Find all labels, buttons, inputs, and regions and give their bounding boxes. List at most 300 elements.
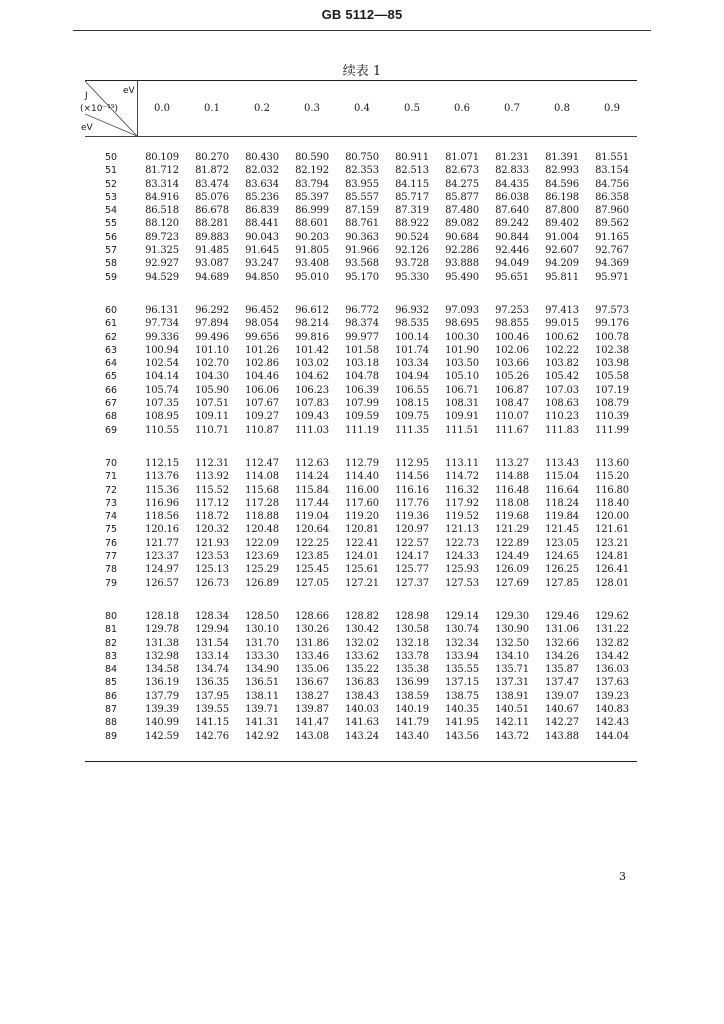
ev-value-cell: 117.44 (295, 497, 329, 509)
ev-value-cell: 108.79 (595, 398, 629, 410)
ev-value-cell: 134.10 (495, 650, 529, 662)
ev-value-cell: 102.22 (545, 344, 579, 356)
ev-value-cell: 138.59 (395, 690, 429, 702)
ev-value-cell: 104.94 (395, 371, 429, 383)
conversion-table (80, 80, 637, 762)
ev-value-cell: 95.330 (395, 271, 429, 283)
j-value-cell: 55 (104, 218, 118, 230)
j-value-cell: 85 (104, 677, 118, 689)
ev-value-cell: 143.88 (545, 730, 579, 742)
column-header: 0.4 (354, 103, 370, 114)
ev-value-cell: 92.286 (445, 245, 479, 257)
ev-value-cell: 86.358 (595, 191, 629, 203)
ev-value-cell: 129.78 (145, 624, 179, 636)
ev-value-cell: 107.35 (145, 398, 179, 410)
ev-value-cell: 132.98 (145, 650, 179, 662)
column-header: 0.5 (404, 103, 420, 114)
ev-value-cell: 92.927 (145, 258, 179, 270)
ev-value-cell: 126.25 (545, 564, 579, 576)
ev-value-cell: 91.805 (295, 245, 329, 257)
ev-value-cell: 135.38 (395, 664, 429, 676)
table-row (85, 537, 637, 550)
ev-value-cell: 105.42 (545, 371, 579, 383)
j-value-cell: 72 (104, 484, 118, 496)
table-row (85, 191, 637, 204)
ev-value-cell: 132.66 (545, 637, 579, 649)
ev-value-cell: 89.402 (545, 218, 579, 230)
table-row (85, 397, 637, 410)
ev-value-cell: 140.19 (395, 703, 429, 715)
ev-value-cell: 100.46 (495, 331, 529, 343)
ev-value-cell: 94.209 (545, 258, 579, 270)
table-row (85, 523, 637, 536)
ev-value-cell: 100.94 (145, 344, 179, 356)
ev-value-cell: 110.71 (195, 424, 229, 436)
ev-value-cell: 85.877 (445, 191, 479, 203)
row-group (85, 151, 637, 284)
ev-value-cell: 120.16 (145, 524, 179, 536)
ev-value-cell: 108.47 (495, 398, 529, 410)
ev-value-cell: 97.894 (195, 318, 229, 330)
ev-value-cell: 139.39 (145, 703, 179, 715)
ev-value-cell: 82.833 (495, 165, 529, 177)
ev-value-cell: 124.49 (495, 551, 529, 563)
table-row (85, 577, 637, 590)
standard-number: GB 5112—85 (321, 7, 403, 22)
table-row (85, 470, 637, 483)
table-row (85, 676, 637, 689)
ev-value-cell: 95.651 (495, 271, 529, 283)
table-row (85, 663, 637, 676)
ev-value-cell: 114.56 (395, 471, 429, 483)
ev-value-cell: 83.955 (345, 178, 379, 190)
ev-value-cell: 103.34 (395, 358, 429, 370)
ev-value-cell: 87.159 (345, 205, 379, 217)
ev-value-cell: 118.56 (145, 511, 179, 523)
ev-value-cell: 84.596 (545, 178, 579, 190)
ev-value-cell: 97.734 (145, 318, 179, 330)
ev-value-cell: 112.95 (395, 457, 429, 469)
ev-value-cell: 83.794 (295, 178, 329, 190)
ev-value-cell: 137.79 (145, 690, 179, 702)
ev-value-cell: 138.43 (345, 690, 379, 702)
ev-value-cell: 116.64 (545, 484, 579, 496)
ev-value-cell: 131.70 (245, 637, 279, 649)
ev-value-cell: 130.10 (245, 624, 279, 636)
table-row (85, 690, 637, 703)
ev-value-cell: 143.72 (495, 730, 529, 742)
ev-value-cell: 88.922 (395, 218, 429, 230)
ev-value-cell: 124.81 (595, 551, 629, 563)
table-row (85, 410, 637, 423)
ev-value-cell: 132.82 (595, 637, 629, 649)
j-value-cell: 76 (104, 537, 118, 549)
ev-value-cell: 98.054 (245, 318, 279, 330)
ev-value-cell: 137.15 (445, 677, 479, 689)
ev-value-cell: 122.57 (395, 537, 429, 549)
ev-value-cell: 106.39 (345, 384, 379, 396)
table-row (85, 510, 637, 523)
ev-value-cell: 134.42 (595, 650, 629, 662)
ev-value-cell: 93.087 (195, 258, 229, 270)
ev-value-cell: 139.07 (545, 690, 579, 702)
ev-value-cell: 114.88 (495, 471, 529, 483)
ev-value-cell: 109.27 (245, 411, 279, 423)
ev-value-cell: 129.14 (445, 610, 479, 622)
ev-value-cell: 136.83 (345, 677, 379, 689)
ev-value-cell: 131.54 (195, 637, 229, 649)
ev-value-cell: 123.85 (295, 551, 329, 563)
table-row (85, 563, 637, 576)
ev-value-cell: 81.712 (145, 165, 179, 177)
ev-value-cell: 114.40 (345, 471, 379, 483)
table-row (85, 231, 637, 244)
table-row (85, 637, 637, 650)
ev-value-cell: 112.31 (195, 457, 229, 469)
table-row (85, 357, 637, 370)
table-row (85, 703, 637, 716)
ev-value-cell: 114.24 (295, 471, 329, 483)
ev-value-cell: 95.010 (295, 271, 329, 283)
ev-value-cell: 139.71 (245, 703, 279, 715)
ev-value-cell: 106.71 (445, 384, 479, 396)
ev-value-cell: 110.39 (595, 411, 629, 423)
ev-value-cell: 108.95 (145, 411, 179, 423)
ev-value-cell: 86.678 (195, 205, 229, 217)
ev-value-cell: 92.446 (495, 245, 529, 257)
ev-value-cell: 81.071 (445, 152, 479, 163)
ev-value-cell: 143.08 (295, 730, 329, 742)
ev-value-cell: 113.43 (545, 457, 579, 469)
ev-value-cell: 107.03 (545, 384, 579, 396)
ev-value-cell: 139.87 (295, 703, 329, 715)
ev-value-cell: 87.480 (445, 205, 479, 217)
ev-value-cell: 85.717 (395, 191, 429, 203)
table-row (85, 457, 637, 470)
ev-value-cell: 141.63 (345, 717, 379, 729)
column-header: 0.7 (504, 103, 520, 114)
ev-value-cell: 115.20 (595, 471, 629, 483)
ev-value-cell: 118.88 (245, 511, 279, 523)
ev-value-cell: 106.06 (245, 384, 279, 396)
ev-value-cell: 128.66 (295, 610, 329, 622)
ev-value-cell: 104.46 (245, 371, 279, 383)
ev-value-cell: 98.374 (345, 318, 379, 330)
ev-value-cell: 120.48 (245, 524, 279, 536)
ev-value-cell: 136.03 (595, 664, 629, 676)
ev-value-cell: 80.590 (295, 152, 329, 163)
ev-value-cell: 113.60 (595, 457, 629, 469)
corner-j-label: J (85, 91, 88, 101)
ev-value-cell: 102.70 (195, 358, 229, 370)
ev-value-cell: 109.11 (195, 411, 229, 423)
ev-value-cell: 121.13 (445, 524, 479, 536)
ev-value-cell: 89.723 (145, 231, 179, 243)
ev-value-cell: 130.42 (345, 624, 379, 636)
ev-value-cell: 126.57 (145, 577, 179, 589)
ev-value-cell: 128.50 (245, 610, 279, 622)
table-row (85, 257, 637, 270)
ev-value-cell: 86.839 (245, 205, 279, 217)
j-value-cell: 86 (104, 690, 118, 702)
row-group (85, 304, 637, 437)
ev-value-cell: 124.33 (445, 551, 479, 563)
ev-value-cell: 117.76 (395, 497, 429, 509)
ev-value-cell: 88.120 (145, 218, 179, 230)
ev-value-cell: 125.93 (445, 564, 479, 576)
ev-value-cell: 130.90 (495, 624, 529, 636)
ev-value-cell: 132.18 (395, 637, 429, 649)
ev-value-cell: 98.214 (295, 318, 329, 330)
ev-value-cell: 135.71 (495, 664, 529, 676)
ev-value-cell: 82.993 (545, 165, 579, 177)
ev-value-cell: 136.99 (395, 677, 429, 689)
ev-value-cell: 126.73 (195, 577, 229, 589)
ev-value-cell: 142.59 (145, 730, 179, 742)
ev-value-cell: 97.253 (495, 304, 529, 316)
ev-value-cell: 88.601 (295, 218, 329, 230)
ev-value-cell: 104.14 (145, 371, 179, 383)
ev-value-cell: 135.87 (545, 664, 579, 676)
table-row (85, 716, 637, 729)
ev-value-cell: 107.83 (295, 398, 329, 410)
ev-value-cell: 120.00 (595, 511, 629, 523)
ev-value-cell: 80.109 (145, 152, 179, 163)
ev-value-cell: 94.689 (195, 271, 229, 283)
table-row (85, 244, 637, 257)
ev-value-cell: 100.30 (445, 331, 479, 343)
j-value-cell: 78 (104, 564, 118, 576)
ev-value-cell: 111.51 (445, 424, 479, 436)
ev-value-cell: 104.78 (345, 371, 379, 383)
corner-header-cell (80, 81, 138, 136)
ev-value-cell: 125.13 (195, 564, 229, 576)
ev-value-cell: 81.231 (495, 152, 529, 163)
ev-value-cell: 117.28 (245, 497, 279, 509)
ev-value-cell: 111.03 (295, 424, 329, 436)
ev-value-cell: 96.452 (245, 304, 279, 316)
ev-value-cell: 135.55 (445, 664, 479, 676)
ev-value-cell: 117.12 (195, 497, 229, 509)
ev-value-cell: 96.612 (295, 304, 329, 316)
ev-value-cell: 133.46 (295, 650, 329, 662)
ev-value-cell: 128.82 (345, 610, 379, 622)
table-row (85, 164, 637, 177)
ev-value-cell: 116.00 (345, 484, 379, 496)
ev-value-cell: 100.62 (545, 331, 579, 343)
ev-value-cell: 82.192 (295, 165, 329, 177)
ev-value-cell: 118.40 (595, 497, 629, 509)
ev-value-cell: 92.767 (595, 245, 629, 257)
table-caption: 续表 1 (342, 64, 382, 79)
ev-value-cell: 96.131 (145, 304, 179, 316)
ev-value-cell: 124.17 (395, 551, 429, 563)
ev-value-cell: 143.56 (445, 730, 479, 742)
ev-value-cell: 110.87 (245, 424, 279, 436)
ev-value-cell: 142.11 (495, 717, 529, 729)
ev-value-cell: 99.336 (145, 331, 179, 343)
ev-value-cell: 140.51 (495, 703, 529, 715)
ev-value-cell: 108.31 (445, 398, 479, 410)
ev-value-cell: 106.23 (295, 384, 329, 396)
ev-value-cell: 142.76 (195, 730, 229, 742)
ev-value-cell: 121.45 (545, 524, 579, 536)
j-value-cell: 89 (104, 730, 118, 742)
ev-value-cell: 87.319 (395, 205, 429, 217)
row-group (85, 610, 637, 743)
j-value-cell: 53 (104, 191, 118, 203)
j-value-cell: 50 (104, 152, 118, 163)
ev-value-cell: 125.61 (345, 564, 379, 576)
ev-value-cell: 120.97 (395, 524, 429, 536)
ev-value-cell: 142.27 (545, 717, 579, 729)
ev-value-cell: 129.46 (545, 610, 579, 622)
ev-value-cell: 127.05 (295, 577, 329, 589)
ev-value-cell: 85.557 (345, 191, 379, 203)
corner-ev-top-label: eV (123, 86, 135, 96)
ev-value-cell: 108.15 (395, 398, 429, 410)
ev-value-cell: 132.34 (445, 637, 479, 649)
ev-value-cell: 84.756 (595, 178, 629, 190)
column-header: 0.6 (454, 103, 470, 114)
j-value-cell: 82 (104, 637, 118, 649)
ev-value-cell: 137.31 (495, 677, 529, 689)
ev-value-cell: 110.55 (145, 424, 179, 436)
ev-value-cell: 130.26 (295, 624, 329, 636)
ev-value-cell: 133.78 (395, 650, 429, 662)
j-value-cell: 64 (104, 358, 118, 370)
ev-value-cell: 90.844 (495, 231, 529, 243)
ev-value-cell: 137.95 (195, 690, 229, 702)
ev-value-cell: 138.91 (495, 690, 529, 702)
ev-value-cell: 84.275 (445, 178, 479, 190)
j-value-cell: 68 (104, 411, 118, 423)
ev-value-cell: 105.74 (145, 384, 179, 396)
ev-value-cell: 91.004 (545, 231, 579, 243)
ev-value-cell: 106.55 (395, 384, 429, 396)
ev-value-cell: 141.15 (195, 717, 229, 729)
ev-value-cell: 91.165 (595, 231, 629, 243)
ev-value-cell: 95.971 (595, 271, 629, 283)
column-header: 0.1 (204, 103, 220, 114)
ev-value-cell: 119.84 (545, 511, 579, 523)
ev-value-cell: 131.06 (545, 624, 579, 636)
ev-value-cell: 123.69 (245, 551, 279, 563)
ev-value-cell: 141.79 (395, 717, 429, 729)
ev-value-cell: 128.18 (145, 610, 179, 622)
ev-value-cell: 102.06 (495, 344, 529, 356)
ev-value-cell: 102.38 (595, 344, 629, 356)
ev-value-cell: 101.74 (395, 344, 429, 356)
ev-value-cell: 86.518 (145, 205, 179, 217)
column-headers (137, 81, 637, 136)
j-value-cell: 75 (104, 524, 118, 536)
ev-value-cell: 90.524 (395, 231, 429, 243)
ev-value-cell: 118.08 (495, 497, 529, 509)
ev-value-cell: 88.441 (245, 218, 279, 230)
ev-value-cell: 99.977 (345, 331, 379, 343)
table-row (85, 304, 637, 317)
ev-value-cell: 128.34 (195, 610, 229, 622)
ev-value-cell: 129.94 (195, 624, 229, 636)
j-value-cell: 62 (104, 331, 118, 343)
ev-value-cell: 129.30 (495, 610, 529, 622)
table-row (85, 204, 637, 217)
ev-value-cell: 112.47 (245, 457, 279, 469)
ev-value-cell: 91.966 (345, 245, 379, 257)
column-header: 0.9 (604, 103, 620, 114)
ev-value-cell: 100.14 (395, 331, 429, 343)
ev-value-cell: 85.076 (195, 191, 229, 203)
ev-value-cell: 89.242 (495, 218, 529, 230)
ev-value-cell: 127.21 (345, 577, 379, 589)
ev-value-cell: 99.496 (195, 331, 229, 343)
ev-value-cell: 135.06 (295, 664, 329, 676)
corner-exponent-label: (×10⁻¹⁹) (80, 104, 118, 114)
ev-value-cell: 99.656 (245, 331, 279, 343)
ev-value-cell: 120.32 (195, 524, 229, 536)
ev-value-cell: 134.26 (545, 650, 579, 662)
ev-value-cell: 105.58 (595, 371, 629, 383)
ev-value-cell: 141.47 (295, 717, 329, 729)
ev-value-cell: 143.40 (395, 730, 429, 742)
j-value-cell: 74 (104, 511, 118, 523)
j-value-cell: 59 (104, 271, 118, 283)
ev-value-cell: 111.19 (345, 424, 379, 436)
ev-value-cell: 119.68 (495, 511, 529, 523)
ev-value-cell: 126.89 (245, 577, 279, 589)
ev-value-cell: 103.18 (345, 358, 379, 370)
ev-value-cell: 112.15 (145, 457, 179, 469)
ev-value-cell: 82.032 (245, 165, 279, 177)
ev-value-cell: 94.529 (145, 271, 179, 283)
ev-value-cell: 82.673 (445, 165, 479, 177)
ev-value-cell: 105.10 (445, 371, 479, 383)
ev-value-cell: 82.353 (345, 165, 379, 177)
ev-value-cell: 122.89 (495, 537, 529, 549)
j-value-cell: 65 (104, 371, 118, 383)
ev-value-cell: 98.695 (445, 318, 479, 330)
ev-value-cell: 131.22 (595, 624, 629, 636)
ev-value-cell: 123.05 (545, 537, 579, 549)
ev-value-cell: 139.23 (595, 690, 629, 702)
ev-value-cell: 135.22 (345, 664, 379, 676)
ev-value-cell: 119.20 (345, 511, 379, 523)
ev-value-cell: 137.63 (595, 677, 629, 689)
table-row (85, 623, 637, 636)
ev-value-cell: 116.32 (445, 484, 479, 496)
ev-value-cell: 107.67 (245, 398, 279, 410)
ev-value-cell: 84.435 (495, 178, 529, 190)
ev-value-cell: 126.09 (495, 564, 529, 576)
j-value-cell: 79 (104, 577, 118, 589)
ev-value-cell: 140.99 (145, 717, 179, 729)
ev-value-cell: 136.19 (145, 677, 179, 689)
ev-value-cell: 137.47 (545, 677, 579, 689)
ev-value-cell: 109.59 (345, 411, 379, 423)
j-value-cell: 54 (104, 205, 118, 217)
table-body (85, 137, 637, 761)
ev-value-cell: 136.51 (245, 677, 279, 689)
ev-value-cell: 99.816 (295, 331, 329, 343)
ev-value-cell: 82.513 (395, 165, 429, 177)
ev-value-cell: 80.270 (195, 152, 229, 163)
ev-value-cell: 111.99 (595, 424, 629, 436)
ev-value-cell: 93.728 (395, 258, 429, 270)
ev-value-cell: 122.09 (245, 537, 279, 549)
ev-value-cell: 111.35 (395, 424, 429, 436)
table-header (80, 81, 637, 137)
